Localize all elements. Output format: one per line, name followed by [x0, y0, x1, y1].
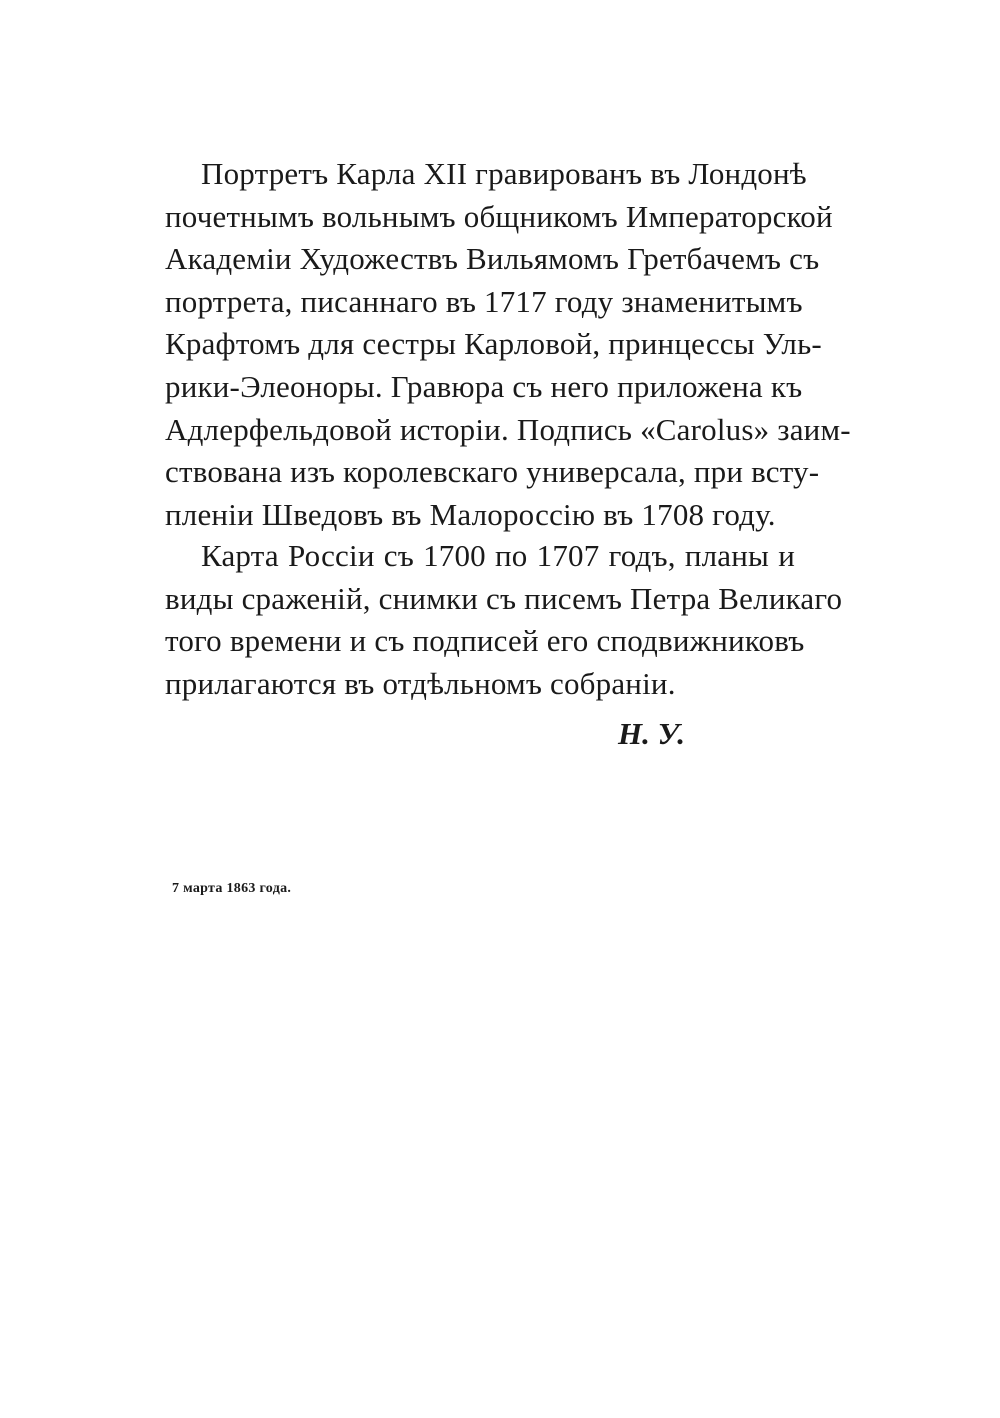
text-line: Крафтомъ для сестры Карловой, принцессы Уль- — [165, 326, 822, 362]
text-line: Карта Россіи съ 1700 по 1707 годъ, планы и — [201, 538, 795, 573]
text-line: ствована изъ королевскаго универсала, при всту- — [165, 454, 820, 490]
text-line: пленіи Шведовъ въ Малороссію въ 1708 году. — [165, 496, 776, 532]
text-line: рики-Элеоноры. Гравюра съ него приложена къ — [165, 368, 803, 404]
paragraph-portrait-note — [165, 153, 851, 536]
paragraph-appendix-note — [165, 535, 843, 705]
date-note: 7 марта 1863 года. — [172, 881, 292, 896]
text-line: Портретъ Карла XII гравированъ въ Лондонѣ — [201, 156, 807, 191]
text-line: Академіи Художествъ Вильямомъ Гретбачемъ съ — [165, 241, 820, 277]
text-line: прилагаются въ отдѣльномъ собраніи. — [165, 665, 676, 701]
text-line: виды сраженій, снимки съ писемъ Петра Великаго — [165, 580, 843, 616]
text-line: того времени и съ подписей его сподвижниковъ — [165, 623, 805, 659]
author-initials: Н. У. — [618, 716, 685, 751]
text-line: портрета, писаннаго въ 1717 году знаменитымъ — [165, 283, 803, 319]
text-line: Адлерфельдовой исторіи. Подпись «Carolus» заим- — [165, 411, 851, 447]
text-line: почетнымъ вольнымъ общникомъ Императорской — [165, 198, 833, 234]
